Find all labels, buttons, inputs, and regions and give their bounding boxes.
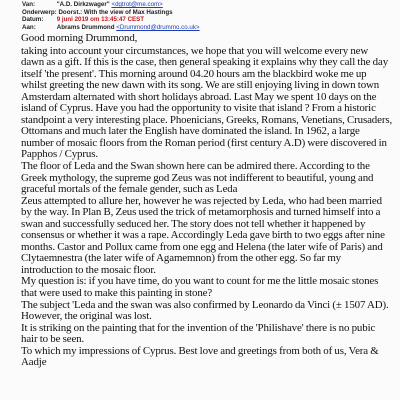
header-date: 9 juni 2019 om 13:45:47 CEST	[56, 16, 145, 24]
email-greeting: Good morning Drummond,	[21, 32, 138, 44]
header-to-name: Abrams Drummond	[56, 23, 115, 31]
header-from-label: Van:	[22, 1, 36, 8]
email-paragraph-question: My question is: if you have time, do you want to count for me the little mosaic stones that were used to make this painting in stone?	[21, 275, 379, 300]
header-subject-label: Onderwerp:	[22, 8, 57, 16]
header-date-row	[22, 16, 392, 24]
header-from-email[interactable]: <dgtrot@me.com>	[111, 1, 163, 8]
header-subject-row	[22, 9, 392, 17]
email-paragraph-leonardo: The subject 'Leda and the swan was also confirmed by Leonardo da Vinci (± 1507 AD). However, the original was lost.	[21, 298, 389, 323]
email-paragraph-philishave: It is striking on the painting that for the invention of the 'Philishave' there is no pubic hair to be seen.	[21, 321, 376, 346]
email-paragraph-leda: The floor of Leda and the Swan shown here can be admired there. According to the Greek mythology, the supreme god Zeus was not indifferent to beautiful, young and graceful mortals of the female gender, such as Leda	[21, 160, 374, 196]
header-date-label: Datum:	[22, 16, 44, 24]
header-to-label: Aan:	[22, 23, 36, 31]
email-paragraph-intro: taking into account your circumstances, we hope that you will welcome every new dawn as a gift. If this is the case, then general speaking it explains why they call the day itself 'the present'. This morning around 04.20 hours am the blackbird woke me up whilst greeting the new dawn with its song. We are still enjoying living in down town Amsterdam alternated with short holidays abroad. Last May we spent 10 days on the island of Cyprus. Have you had the opportunity to visite that island ? From a historic standpoint a very interesting place. Phoenicians, Greeks, Romans, Venetians, Crusaders, Ottomans and much later the English have dominated the island. In 1962, a large number of mosaic floors from the Roman period (first century A.D) were discovered in Papphos / Cyprus.	[21, 44, 393, 161]
header-from-name: "A.D. Dirkzwager"	[56, 1, 110, 8]
email-paragraph-zeus: Zeus attempted to allure her, however he was rejected by Leda, who had been married by the way. In Plan B, Zeus used the trick of metamorphosis and turned himself into a swan and successfully seduced her. The story does not tell whether it happened by consensus or whether it was a rape. Accordingly Leda gave birth to two eggs after nine months. Castor and Pollux came from one egg and Helena (the later wife of Paris) and Clytaemnestra (the later wife of Agamemnon) from the other egg. So far my introduction to the mosaic floor.	[21, 194, 385, 276]
header-to-email[interactable]: <Drummond@drummo.co.uk>	[116, 23, 200, 31]
email-closing: To which my impressions of Cyprus. Best love and greetings from both of us, Vera & Aadje	[21, 344, 379, 369]
email-body	[21, 33, 393, 369]
header-to-row	[22, 24, 392, 32]
header-subject: Doorst.: With the view of Max Hastings	[58, 8, 173, 16]
email-header-block	[22, 1, 392, 31]
header-from-row	[22, 1, 392, 9]
